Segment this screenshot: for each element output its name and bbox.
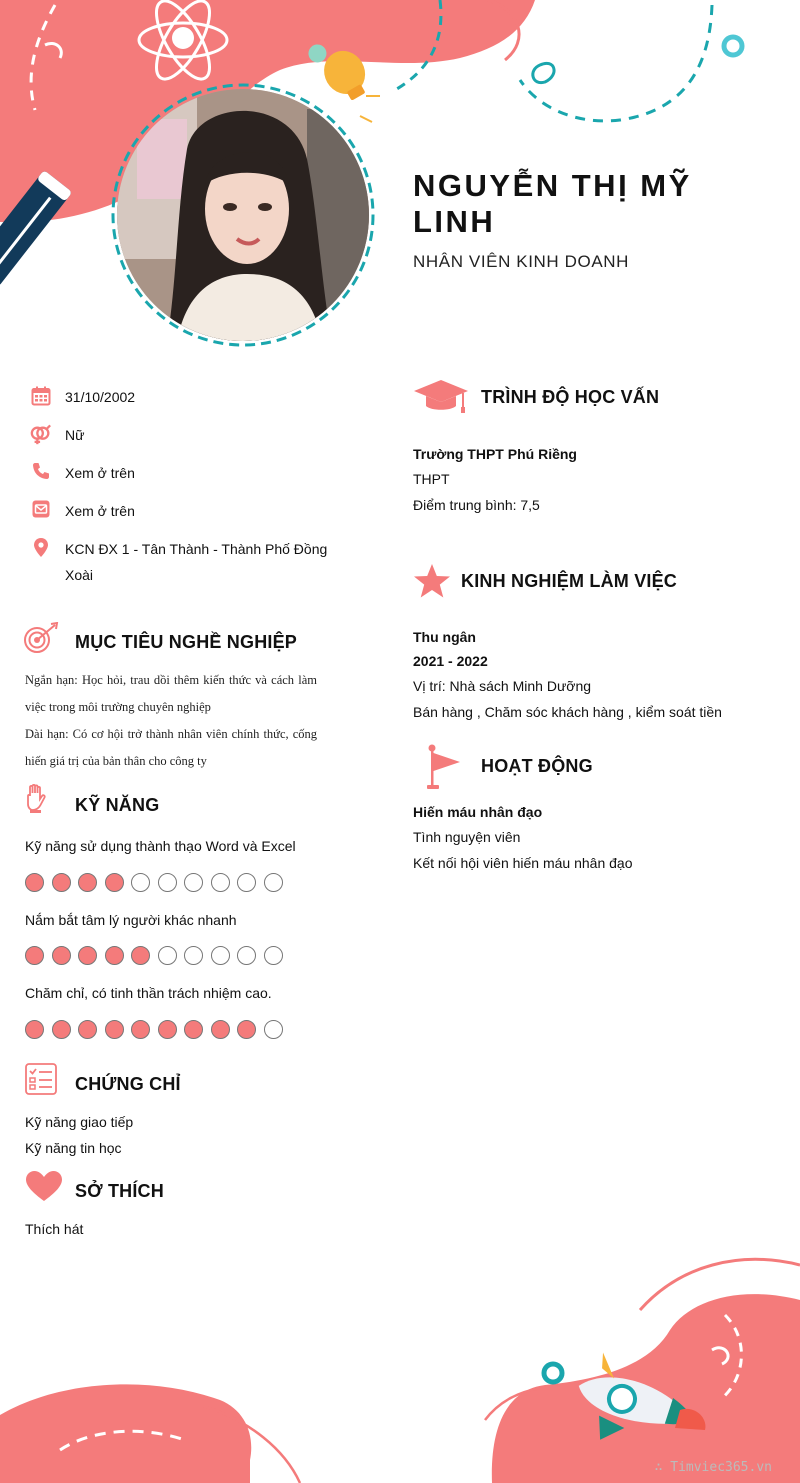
rating-dot-filled	[52, 873, 71, 892]
raised-hand-icon	[25, 784, 49, 814]
rating-dot-filled	[52, 946, 71, 965]
profile-photo	[117, 89, 369, 341]
objective-short-term: Ngắn hạn: Học hỏi, trau dồi thêm kiến thức và cách làm việc trong môi trường chuyên nghiệp	[25, 673, 317, 714]
info-email	[30, 498, 350, 524]
rating-dot-empty	[158, 873, 177, 892]
rating-dot-filled	[78, 873, 97, 892]
rating-dot-filled	[78, 1020, 97, 1039]
hobby-item: Thích hát	[25, 1221, 84, 1237]
rating-dot-empty	[211, 873, 230, 892]
rating-dot-empty	[131, 873, 150, 892]
address-text: KCN ĐX 1 - Tân Thành - Thành Phố Đồng Xoài	[65, 541, 328, 583]
rating-dot-filled	[131, 946, 150, 965]
skill-name: Chăm chỉ, có tinh thần trách nhiệm cao.	[25, 985, 272, 1001]
skill-name: Kỹ năng sử dụng thành thạo Word và Excel	[25, 838, 296, 854]
rating-dot-filled	[211, 1020, 230, 1039]
rating-dot-empty	[211, 946, 230, 965]
gender-text: Nữ	[65, 427, 85, 443]
rating-dot-empty	[264, 1020, 283, 1039]
rating-dot-filled	[158, 1020, 177, 1039]
info-address	[30, 536, 350, 588]
rating-dot-filled	[237, 1020, 256, 1039]
location-pin-icon	[30, 538, 52, 560]
target-icon	[24, 622, 60, 656]
star-icon	[413, 563, 451, 599]
rating-dot-empty	[264, 873, 283, 892]
gender-icon	[30, 424, 52, 446]
rating-dot-filled	[25, 873, 44, 892]
education-gpa: Điểm trung bình: 7,5	[413, 497, 540, 513]
watermark: ∴ Timviec365.vn	[654, 1460, 772, 1475]
activity-name: Hiến máu nhân đạo	[413, 804, 543, 820]
email-icon	[30, 500, 52, 522]
calendar-icon	[30, 386, 52, 408]
skill-rating	[25, 873, 283, 892]
rating-dot-filled	[78, 946, 97, 965]
rating-dot-empty	[184, 946, 203, 965]
info-birthday	[30, 384, 350, 410]
rating-dot-filled	[25, 1020, 44, 1039]
rating-dot-empty	[264, 946, 283, 965]
certificates-title: CHỨNG CHỈ	[75, 1074, 181, 1094]
candidate-name: NGUYỄN THỊ MỸ LINH	[413, 168, 692, 239]
birthday-text: 31/10/2002	[65, 389, 136, 405]
rating-dot-empty	[237, 946, 256, 965]
graduation-cap-icon	[413, 378, 469, 414]
rating-dot-empty	[184, 873, 203, 892]
rating-dot-filled	[105, 873, 124, 892]
skill-name: Nắm bắt tâm lý người khác nhanh	[25, 912, 237, 928]
certificate-item: Kỹ năng giao tiếp	[25, 1114, 134, 1130]
skill-rating	[25, 1020, 283, 1039]
checklist-icon	[25, 1063, 57, 1095]
hobbies-title: SỞ THÍCH	[75, 1181, 164, 1201]
certificate-item: Kỹ năng tin học	[25, 1140, 122, 1156]
education-level: THPT	[413, 471, 450, 487]
education-title: TRÌNH ĐỘ HỌC VẤN	[481, 387, 660, 407]
info-gender	[30, 422, 350, 448]
rating-dot-empty	[158, 946, 177, 965]
experience-job: Thu ngân	[413, 629, 476, 645]
activity-role: Tình nguyện viên	[413, 829, 521, 845]
experience-place: Vị trí: Nhà sách Minh Dưỡng	[413, 678, 592, 694]
skills-title: KỸ NĂNG	[75, 795, 160, 815]
rating-dot-filled	[131, 1020, 150, 1039]
experience-title: KINH NGHIỆM LÀM VIỆC	[461, 571, 678, 591]
job-title: NHÂN VIÊN KINH DOANH	[413, 252, 630, 271]
rating-dot-filled	[184, 1020, 203, 1039]
education-school: Trường THPT Phú Riềng	[413, 446, 577, 462]
heart-icon	[25, 1170, 63, 1202]
info-phone	[30, 460, 350, 486]
objective-title: MỤC TIÊU NGHỀ NGHIỆP	[75, 632, 298, 652]
rating-dot-filled	[105, 946, 124, 965]
rating-dot-filled	[52, 1020, 71, 1039]
rating-dot-filled	[25, 946, 44, 965]
experience-period: 2021 - 2022	[413, 653, 488, 669]
activity-description: Kết nối hội viên hiến máu nhân đạo	[413, 855, 633, 871]
phone-icon	[30, 462, 52, 484]
objective-long-term: Dài hạn: Có cơ hội trở thành nhân viên chính thức, cống hiến giá trị của bản thân cho công ty	[25, 727, 317, 768]
skill-rating	[25, 946, 283, 965]
rating-dot-filled	[105, 1020, 124, 1039]
rating-dot-empty	[237, 873, 256, 892]
email-text: Xem ở trên	[65, 503, 135, 519]
activities-title: HOẠT ĐỘNG	[481, 756, 593, 776]
phone-text: Xem ở trên	[65, 465, 135, 481]
flag-icon	[422, 744, 462, 790]
experience-duties: Bán hàng , Chăm sóc khách hàng , kiểm soát tiền	[413, 704, 722, 720]
